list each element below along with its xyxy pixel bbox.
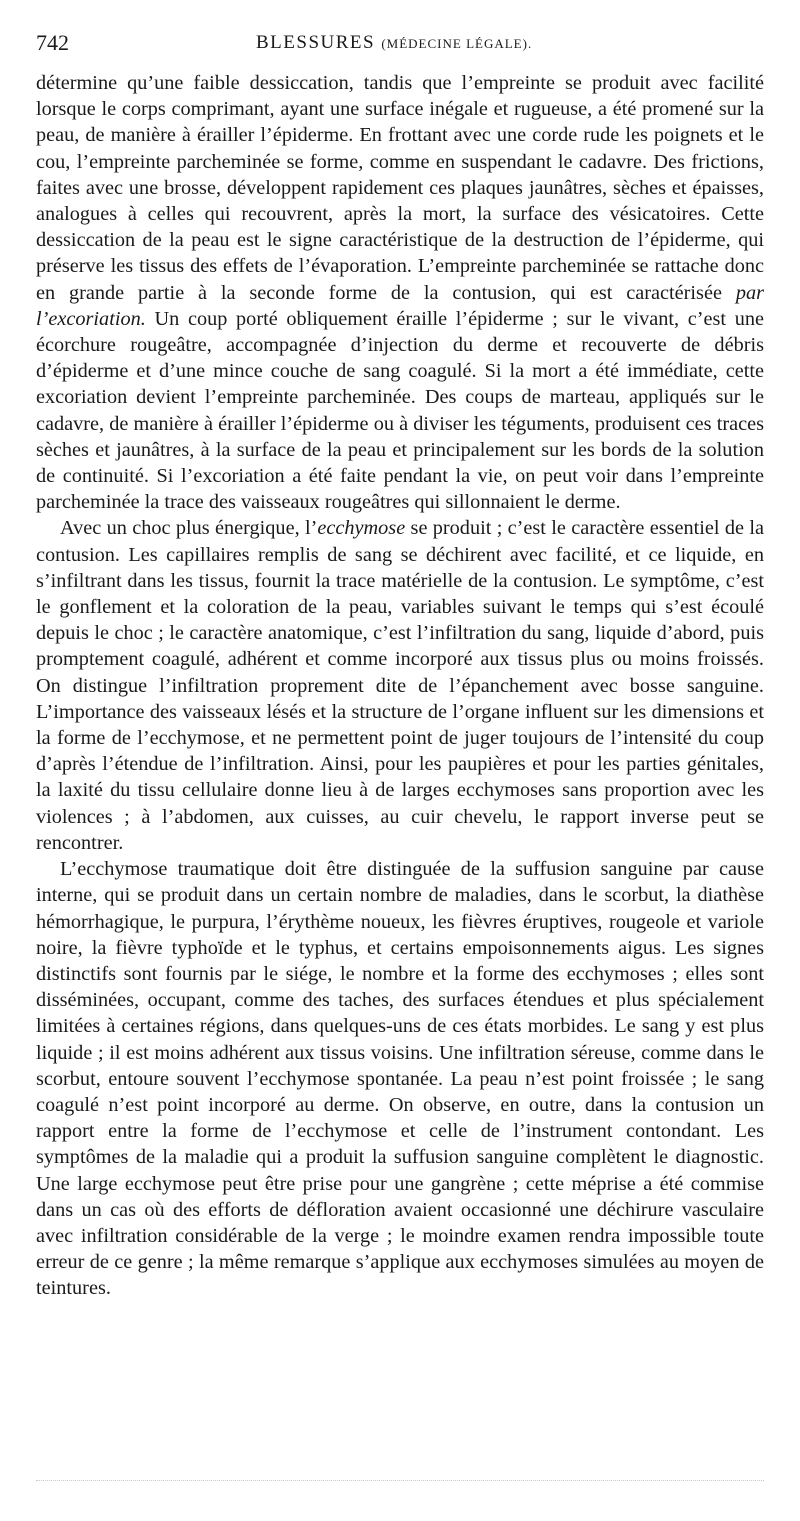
paragraph-3	[36, 856, 764, 1301]
paragraph-1-text-a: détermine qu’une faible dessiccation, tandis que l’empreinte se produit avec facilité lorsque le corps comprimant, ayant une surface inégale et rugueuse, a été promené sur la peau, de manière à érailler l’épiderme. En frottant avec une corde rude les poignets et le cou, l’empreinte parcheminée se forme, comme en suspendant le cadavre. Des frictions, faites avec une brosse, développent rapidement ces plaques jaunâtres, sèches et épaisses, analogues à celles qui recouvrent, après la mort, la surface des vésicatoires. Cette dessiccation de la peau est le signe caractéristique de la destruction de l’épiderme, qui préserve les tissus des effets de l’évaporation. L’empreinte parcheminée se rattache donc en grande partie à la seconde forme de la contusion, qui est caractérisée	[36, 72, 764, 304]
paragraph-1	[36, 70, 764, 515]
running-head-subtitle: (MÉDECINE LÉGALE).	[381, 36, 533, 51]
page-bottom-specks	[36, 1480, 764, 1489]
page-header	[36, 28, 764, 62]
paragraph-1-text-b: Un coup porté obliquement éraille l’épiderme ; sur le vivant, c’est une écorchure rougeâtre, accompagnée d’injection du derme et recouverte de débris d’épiderme et d’une mince couche de sang coagulé. Si la mort a été immédiate, cette excoriation devient l’empreinte parcheminée. Des coups de marteau, appliqués sur le cadavre, de manière à érailler l’épiderme ou à diviser les téguments, produisent ces traces sèches et jaunâtres, à la surface de la peau et principalement sur les bords de la solution de continuité. Si l’excoriation a été faite pendant la vie, on peut voir dans l’empreinte parcheminée la trace des vaisseaux rougeâtres qui sillonnaient le derme.	[36, 307, 764, 514]
page-number: 742	[36, 30, 69, 55]
running-head-title: BLESSURES	[256, 32, 376, 53]
paragraph-1-emphasis: par l’excoriation.	[36, 281, 764, 330]
running-head	[256, 32, 532, 54]
paragraph-2-emphasis: ecchymose	[317, 517, 406, 540]
body-text	[36, 70, 764, 1302]
paragraph-3-text: L’ecchymose traumatique doit être distinguée de la suffusion sanguine par cause interne, qui se produit dans un certain nombre de maladies, dans le scorbut, la diathèse hémorrhagique, le purpura, l’érythème noueux, les fièvres éruptives, rougeole et variole noire, la fièvre typhoïde et le typhus, et certains empoisonnements aigus. Les signes distinctifs sont fournis par le siége, le nombre et la forme des ecchymoses ; elles sont disséminées, occupant, comme des taches, des surfaces étendues et plus spécialement limitées à certaines régions, dans quelques-uns de ces états morbides. Le sang y est plus liquide ; il est moins adhérent aux tissus voisins. Une infiltration séreuse, comme dans le scorbut, entoure souvent l’ecchymose spontanée. La peau n’est point froissée ; le sang coagulé n’est point incorporé au derme. On observe, en outre, dans la contusion un rapport entre la forme de l’ecchymose et celle de l’instrument contondant. Les symptômes de la maladie qui a produit la suffusion sanguine complètent le diagnostic. Une large ecchymose peut être prise pour une gangrène ; cette méprise a été commise dans un cas où des efforts de défloration avaient occasionné une déchirure vasculaire avec infiltration considérable de la verge ; le moindre examen rendra impossible toute erreur de ce genre ; la même remarque s’applique aux ecchymoses simulées au moyen de teintures.	[36, 858, 764, 1300]
paragraph-2-text-a: Avec un choc plus énergique, l’	[60, 517, 318, 540]
paragraph-2	[36, 515, 764, 856]
paragraph-2-text-b: se produit ; c’est le caractère essentiel de la contusion. Les capillaires remplis de sang se déchirent avec facilité, et ce liquide, en s’infiltrant dans les tissus, fournit la trace matérielle de la contusion. Le symptôme, c’est le gonflement et la coloration de la peau, variables suivant le temps qui s’est écoulé depuis le choc ; le caractère anatomique, c’est l’infiltration du sang, liquide d’abord, puis promptement coagulé, adhérent et comme incorporé aux tissus plus ou moins froissés. On distingue l’infiltration proprement dite de l’épanchement avec bosse sanguine. L’importance des vaisseaux lésés et la structure de l’organe influent sur les dimensions et la forme de l’ecchymose, et ne permettent point de juger toujours de l’intensité du coup d’après l’étendue de l’infiltration. Ainsi, pour les paupières et pour les parties génitales, la laxité du tissu cellulaire donne lieu à de larges ecchymoses sans proportion avec les violences ; à l’abdomen, aux cuisses, au cuir chevelu, le rapport inverse peut se rencontrer.	[36, 517, 765, 854]
